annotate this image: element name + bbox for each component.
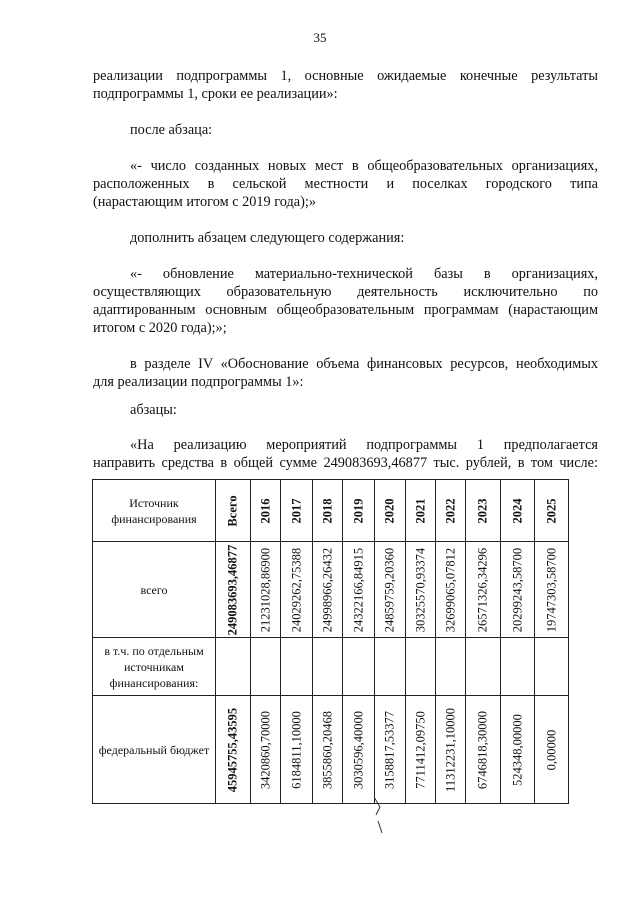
paragraph: после абзаца: — [130, 122, 213, 138]
cell-value: 0,00000 — [544, 729, 558, 770]
paragraph: дополнить абзацем следующего содержания: — [130, 230, 405, 246]
table-cell — [251, 696, 281, 804]
paragraph-line: «На реализацию мероприятий подпрограммы 1 предполагается — [130, 437, 598, 453]
table-row — [93, 542, 569, 638]
page-number: 35 — [313, 30, 327, 45]
paragraph-line: направить средства в общей сумме 249083693,46877 тыс. рублей, в том числе: — [93, 455, 598, 471]
paragraph-line: «- обновление материально-технической базы в организациях, — [130, 266, 598, 282]
paragraph-line: в разделе IV «Обоснование объема финансовых ресурсов, необходимых — [130, 356, 598, 372]
table-cell — [436, 638, 466, 696]
year-label: 2023 — [475, 498, 490, 523]
table-cell — [313, 696, 343, 804]
paragraph-line: итогом с 2020 года);»; — [93, 320, 227, 336]
cell-value: 11312231,10000 — [443, 707, 457, 792]
year-header — [313, 480, 343, 542]
table-cell — [501, 542, 535, 638]
year-label: 2022 — [443, 498, 457, 523]
paragraph-line: подпрограммы 1, сроки ее реализации»: — [93, 86, 338, 102]
table-cell — [466, 542, 501, 638]
paragraph-line: осуществляющих образовательную деятельность исключительно по — [93, 284, 598, 300]
cell-value: 6746818,30000 — [475, 710, 490, 789]
row-label: в т.ч. по отдельным источникам финансирования: — [93, 638, 216, 696]
paragraph-line: расположенных в сельской местности и поселках городского типа — [93, 176, 598, 192]
cell-value: 45945755,43595 — [225, 707, 240, 792]
table-cell — [375, 696, 406, 804]
paragraph-line: «- число созданных новых мест в общеобразовательных организациях, — [130, 158, 598, 174]
table-cell — [535, 638, 569, 696]
table-header-row — [93, 480, 569, 542]
row-label: всего — [93, 542, 216, 638]
year-header — [436, 480, 466, 542]
year-label: 2020 — [382, 498, 397, 523]
table-cell — [501, 696, 535, 804]
paragraph-line: реализации подпрограммы 1, основные ожидаемые конечные результаты — [93, 68, 598, 84]
table-cell — [466, 696, 501, 804]
table-cell — [251, 542, 281, 638]
year-header — [281, 480, 313, 542]
total-cell — [216, 696, 251, 804]
pen-scratch-mark — [372, 795, 386, 835]
table-cell — [343, 696, 375, 804]
table-cell — [406, 696, 436, 804]
table-cell — [535, 696, 569, 804]
table-cell — [343, 638, 375, 696]
table-cell — [343, 542, 375, 638]
year-header — [343, 480, 375, 542]
cell-value: 3158817,53377 — [382, 710, 397, 789]
cell-value: 3030596,40000 — [351, 710, 365, 789]
cell-value: 7711412,09750 — [413, 710, 427, 789]
cell-value: 249083693,46877 — [225, 544, 240, 635]
cell-value: 26571326,34296 — [475, 547, 490, 632]
cell-value: 6184811,10000 — [289, 710, 303, 789]
source-header: Источник финансирования — [93, 480, 216, 542]
cell-value: 3420860,70000 — [258, 710, 272, 789]
year-header — [251, 480, 281, 542]
table-cell — [406, 638, 436, 696]
year-label: 2019 — [351, 498, 365, 523]
table-cell — [436, 696, 466, 804]
cell-value: 524348,00000 — [510, 713, 524, 786]
table-row — [93, 696, 569, 804]
table-cell — [406, 542, 436, 638]
year-header — [406, 480, 436, 542]
year-header — [501, 480, 535, 542]
table-cell — [313, 542, 343, 638]
paragraph-line: (нарастающим итогом с 2019 года);» — [93, 194, 317, 210]
table-cell — [313, 638, 343, 696]
table-cell — [535, 542, 569, 638]
year-label: 2017 — [289, 498, 303, 523]
table-cell — [501, 638, 535, 696]
table-cell — [216, 638, 251, 696]
table-row — [93, 638, 569, 696]
total-header-label: Всего — [225, 494, 240, 527]
year-header — [375, 480, 406, 542]
paragraph-line: для реализации подпрограммы 1»: — [93, 374, 304, 390]
paragraph: абзацы: — [130, 402, 177, 418]
year-header — [466, 480, 501, 542]
table-cell — [281, 638, 313, 696]
year-label: 2024 — [510, 498, 524, 523]
cell-value: 20299243,58700 — [510, 547, 524, 632]
cell-value: 19747303,58700 — [544, 547, 558, 632]
cell-value: 24998966,26432 — [320, 547, 334, 632]
table-cell — [251, 638, 281, 696]
paragraph-line: адаптированным основным общеобразовательным программам (нарастающим — [93, 302, 598, 318]
cell-value: 24322166,84915 — [351, 547, 365, 632]
table-cell — [466, 638, 501, 696]
year-label: 2021 — [413, 498, 427, 523]
year-label: 2016 — [258, 498, 272, 523]
total-cell — [216, 542, 251, 638]
cell-value: 30325570,93374 — [413, 547, 427, 632]
cell-value: 24029262,75388 — [289, 547, 303, 632]
year-label: 2018 — [320, 498, 334, 523]
table-cell — [281, 696, 313, 804]
financing-table — [92, 479, 569, 804]
cell-value: 32699065,07812 — [443, 547, 457, 632]
table-cell — [375, 638, 406, 696]
table-cell — [375, 542, 406, 638]
table-cell — [436, 542, 466, 638]
cell-value: 24859759,20360 — [382, 547, 397, 632]
total-header — [216, 480, 251, 542]
cell-value: 3855860,20468 — [320, 710, 334, 789]
table-cell — [281, 542, 313, 638]
row-label: федеральный бюджет — [93, 696, 216, 804]
cell-value: 21231028,86900 — [258, 547, 272, 632]
year-header — [535, 480, 569, 542]
year-label: 2025 — [544, 498, 558, 523]
